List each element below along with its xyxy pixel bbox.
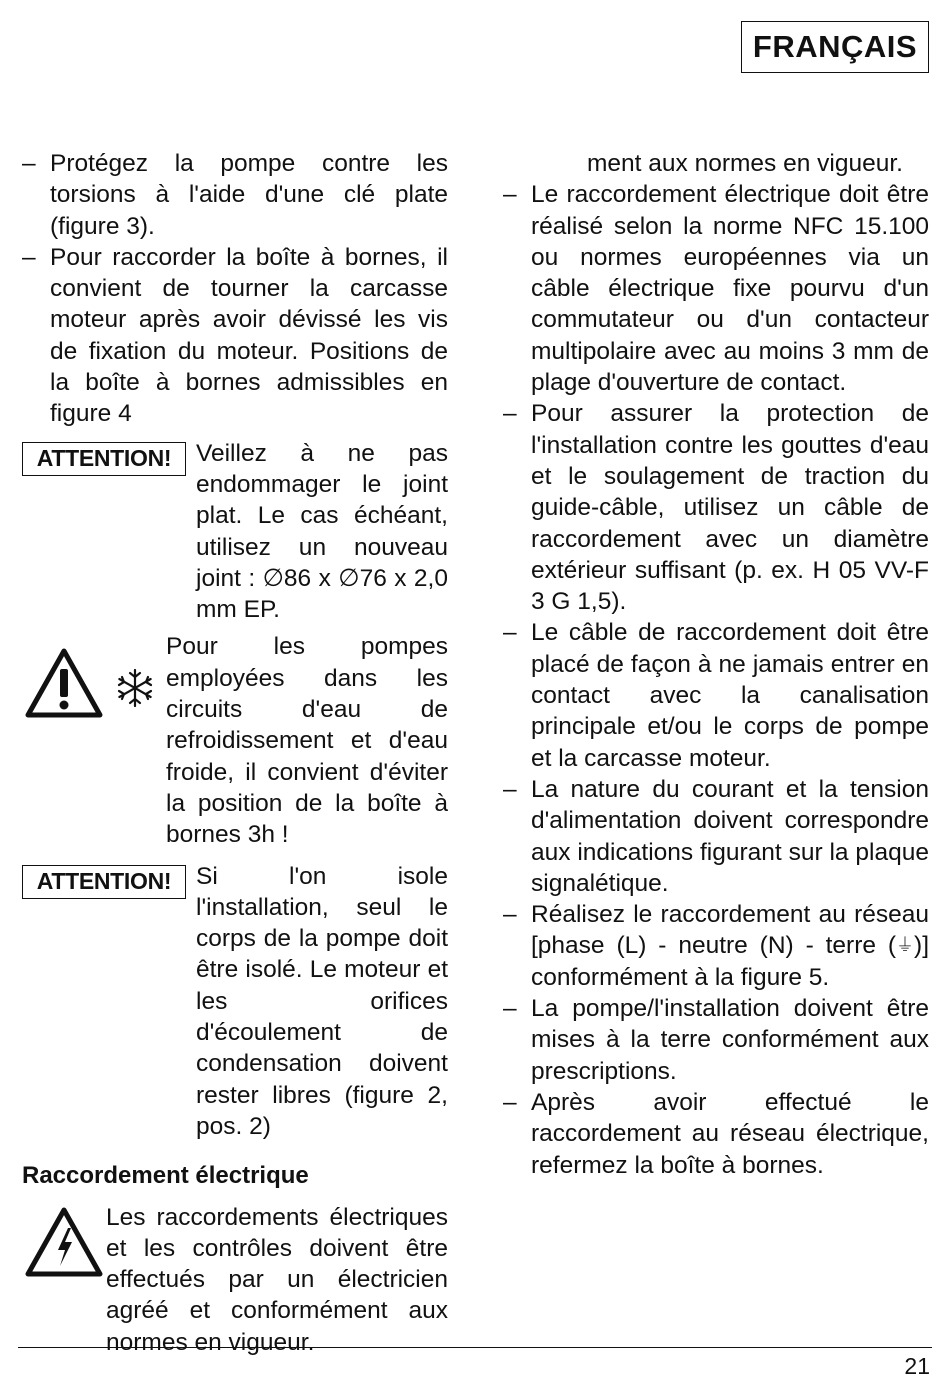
electric-text: Les raccordements électriques et les contrôles doivent être effectués par un électricien agréé et conformément aux normes en vigueur. xyxy=(106,1203,448,1356)
section-heading: Raccordement électrique xyxy=(22,1162,309,1190)
list-item: – Protégez la pompe contre les torsions à l'aide d'une clé plate (figure 3). xyxy=(22,148,448,242)
language-label: FRANÇAIS xyxy=(741,21,929,73)
electric-icon-zone xyxy=(22,1202,106,1302)
list-item: – Le raccordement électrique doit être réalisé selon la norme NFC 15.100 ou normes européennes via un câble électrique fixe pourvu d'un commutateur ou d'un contacteur multipolaire avec au moins 3 mm de plage d'ouverture de contact. xyxy=(503,179,929,398)
attention-note xyxy=(22,861,448,1143)
earth-ground-icon: ⏚ xyxy=(896,935,915,956)
warning-icons xyxy=(22,631,166,751)
electric-warning xyxy=(22,1202,448,1356)
attention-text: Veillez à ne pas endommager le joint plat. Le cas échéant, utilisez un nouveau joint : ∅86 x ∅76 x 2,0 mm EP. xyxy=(196,439,448,624)
electric-hazard-icon xyxy=(24,1206,104,1278)
attention-text: Si l'on isole l'installation, seul le corps de la pompe doit être isolé. Le moteur et les orifices d'écoulement de condensation doivent rester libres (figure 2, pos. 2) xyxy=(196,862,448,1140)
list-item: – Après avoir effectué le raccordement au réseau électrique, refermez la boîte à bornes. xyxy=(503,1087,929,1181)
list-item: – Pour assurer la protection de l'installation contre les gouttes d'eau et le soulagement de traction du guide-câble, utilisez un câble de raccordement avec un diamètre extérieur suffisant (p. ex. H 05 VV-F 3 G 1,5). xyxy=(503,398,929,617)
warning-triangle-icon xyxy=(24,647,104,719)
continued-text: ment aux normes en vigueur. xyxy=(587,150,903,177)
attention-note xyxy=(22,438,448,626)
cooling-warning xyxy=(22,631,448,850)
right-column xyxy=(503,148,929,1181)
list-item xyxy=(503,899,929,993)
snowflake-icon xyxy=(114,667,156,709)
attention-badge: ATTENTION! xyxy=(22,865,186,899)
list-item: – La pompe/l'installation doivent être mises à la terre conformément aux prescriptions. xyxy=(503,993,929,1087)
page-number: 21 xyxy=(904,1353,930,1379)
cooling-text: Pour les pompes employées dans les circuits d'eau de refroidissement et d'eau froide, il convient d'éviter la position de la boîte à bornes 3h ! xyxy=(166,633,448,849)
left-column xyxy=(22,148,448,1356)
list-item: – Pour raccorder la boîte à bornes, il convient de tourner la carcasse moteur après avoir dévissé les vis de fixation du moteur. Positions de la boîte à bornes admissibles en figure 4 xyxy=(22,242,448,430)
list-item: – La nature du courant et la tension d'alimentation doivent correspondre aux indications figurant sur la plaque signalétique. xyxy=(503,774,929,899)
list-item: – Le câble de raccordement doit être placé de façon à ne jamais entrer en contact avec la canalisation principale et/ou le corps de pompe et la carcasse moteur. xyxy=(503,617,929,773)
footer-divider xyxy=(18,1347,932,1348)
item-text: )] conformément à la figure 5. xyxy=(531,932,929,991)
item-text: Réalisez le raccordement au réseau [phase (L) - neutre (N) - terre ( xyxy=(531,901,929,960)
attention-badge: ATTENTION! xyxy=(22,442,186,476)
